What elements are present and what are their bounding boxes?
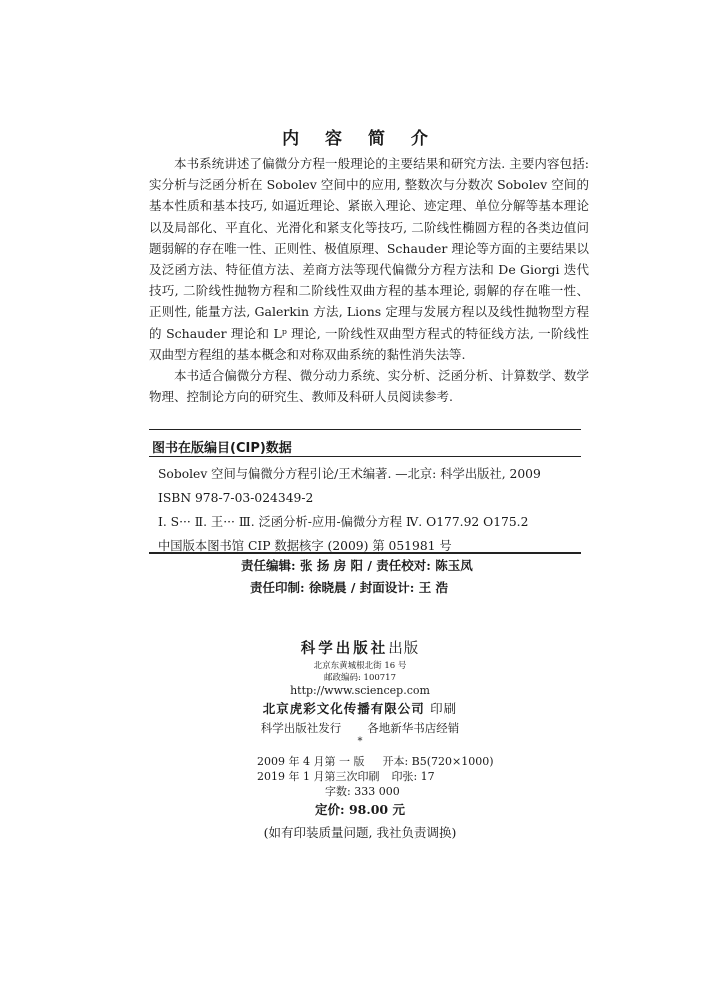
cip-line-title: Sobolev 空间与偏微分方程引论/王术编著. —北京: 科学出版社, 2009 — [158, 467, 541, 481]
separator-star: * — [357, 736, 363, 747]
distributor: 科学出版社发行 — [260, 721, 342, 735]
cip-data — [158, 464, 588, 560]
cip-line-classification: Ⅰ. S··· Ⅱ. 王··· Ⅲ. 泛函分析-应用-偏微分方程 Ⅳ. O177.92 O175.2 — [158, 515, 529, 529]
divider-cip — [149, 456, 581, 457]
editor-line-2: 责任印制: 徐晓晨 / 封面设计: 王 浩 — [250, 580, 449, 595]
publisher-postcode: 邮政编码: 100717 — [323, 673, 396, 683]
divider-top — [149, 429, 581, 430]
page-title: 内 容 简 介 — [282, 129, 438, 149]
abstract-summary: 本书系统讲述了偏微分方程一般理论的主要结果和研究方法. 主要内容包括: 实分析与泛函分析在 Sobolev 空间中的应用, 整数次与分数次 Sobolev 空间的基本性质和基本技巧, 如逼近理论、紧嵌入理论、迹定理、单位分解等基本理论以及局部化、平直化、光滑化和紧支化等技巧, 二阶线性椭圆方程的各类边值问题弱解的存在唯一性、正则性、极值原理、Schauder 理论等方面的主要结果以及泛函方法、特征值方法、差商方法等现代偏微分方程方法和 De Giorgi 迭代技巧, 二阶线性抛物方程和二阶线性双曲方程的基本理论, 弱解的存在唯一性、正则性, 能量方法, Galerkin 方法, Lions 定理与发展方程以及线性抛物型方程的 Schauder 理论和 Lᵖ 理论, 一阶线性双曲型方程式的特征线方法, 一阶线性双曲型方程组的基本概念和对称双曲系统的黏性消失法等. — [149, 156, 589, 362]
printer-suffix: 印刷 — [430, 701, 458, 716]
edition-format: 开本: B5(720×1000) — [382, 755, 494, 768]
imprint — [0, 640, 720, 748]
edition-printing: 2019 年 1 月第三次印刷 — [257, 770, 380, 783]
publisher-line — [0, 640, 720, 660]
quality-notice: (如有印装质量问题, 我社负责调换) — [263, 825, 457, 840]
abstract — [149, 153, 589, 407]
editor-credits — [0, 556, 720, 600]
edition-sheets: 印张: 17 — [391, 770, 435, 783]
divider-cip-end — [149, 552, 581, 554]
cip-line-record: 中国版本图书馆 CIP 数据核字 (2009) 第 051981 号 — [158, 539, 452, 553]
editor-line-1: 责任编辑: 张 扬 房 阳 / 责任校对: 陈玉凤 — [241, 558, 473, 573]
printer-line — [0, 700, 720, 720]
publisher-suffix: 出版 — [388, 641, 420, 657]
publisher-name: 科学出版社 — [300, 640, 389, 657]
edition-words: 字数: 333 000 — [325, 785, 400, 798]
cip-heading: 图书在版编目(CIP)数据 — [152, 441, 292, 456]
abstract-audience: 本书适合偏微分方程、微分动力系统、实分析、泛函分析、计算数学、数学物理、控制论方向的研究生、教师及科研人员阅读参考. — [149, 368, 589, 405]
publisher-url: http://www.sciencep.com — [290, 684, 430, 697]
price: 定价: 98.00 元 — [315, 802, 405, 817]
edition-info — [257, 754, 494, 799]
publisher-address: 北京东黄城根北街 16 号 — [313, 661, 407, 671]
printer-name: 北京虎彩文化传播有限公司 — [262, 701, 425, 716]
retailer: 各地新华书店经销 — [367, 721, 460, 735]
edition-first: 2009 年 4 月第 一 版 — [257, 755, 365, 768]
distribution-line — [0, 720, 720, 737]
cip-line-isbn: ISBN 978-7-03-024349-2 — [158, 491, 314, 505]
